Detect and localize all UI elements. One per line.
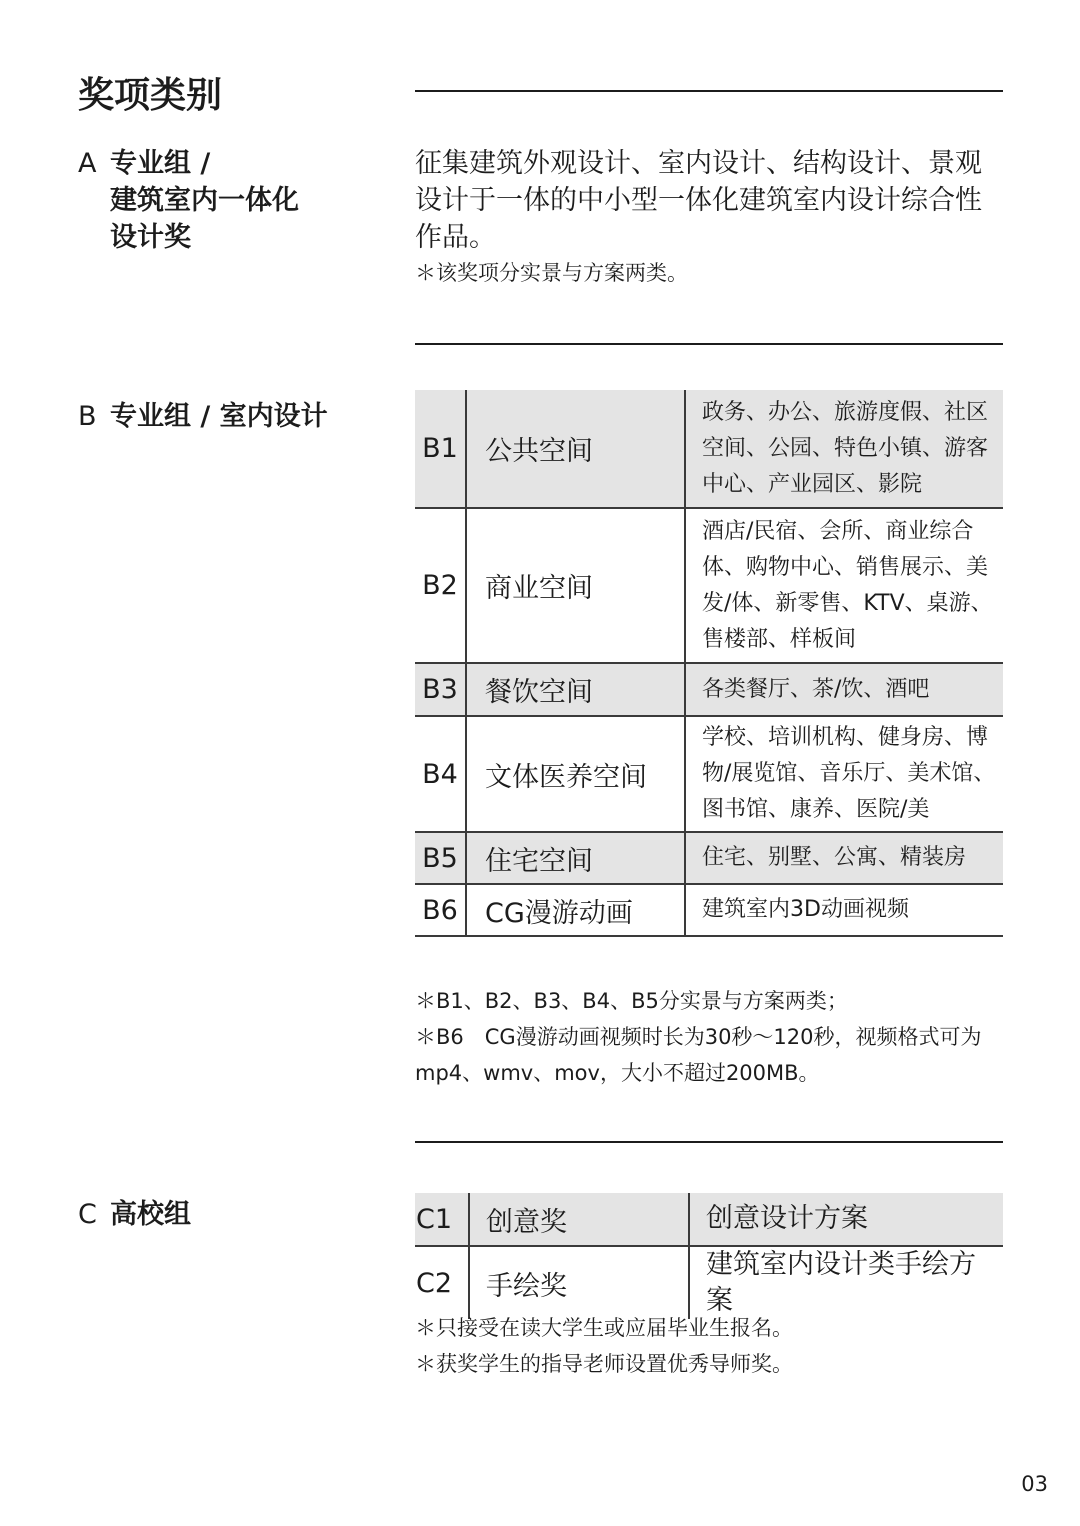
section-c-note-1: ＊只接受在读大学生或应届毕业生报名。 — [415, 1316, 793, 1340]
category-code: C1 — [415, 1193, 469, 1246]
category-scope: 酒店/民宿、会所、商业综合体、购物中心、销售展示、美发/体、新零售、KTV、桌游、售楼部、样板间 — [685, 508, 1003, 663]
category-code: B1 — [415, 390, 466, 508]
category-scope: 各类餐厅、茶/饮、酒吧 — [685, 663, 1003, 716]
section-a-description: 征集建筑外观设计、室内设计、结构设计、景观设计于一体的中小型一体化建筑室内设计综合性作品。 — [415, 148, 982, 253]
table-row — [415, 1246, 1003, 1319]
category-code: B6 — [415, 884, 466, 936]
interior-design-categories-table — [415, 390, 1003, 937]
category-scope: 创意设计方案 — [689, 1193, 1003, 1246]
section-a-label-line-1: 专业组 / — [110, 148, 211, 179]
category-code: C2 — [415, 1246, 469, 1319]
category-name: 住宅空间 — [466, 832, 685, 884]
section-b-note-2: ＊B6 CG漫游动画视频时长为30秒～120秒，视频格式可为mp4、wmv、mov，大小不超过200MB。 — [415, 1025, 982, 1085]
section-a-letter: A — [78, 148, 97, 179]
category-name: 商业空间 — [466, 508, 685, 663]
page-title: 奖项类别 — [78, 75, 223, 116]
section-c-label — [78, 1196, 191, 1233]
title-divider — [415, 90, 1003, 92]
university-categories-table — [415, 1193, 1003, 1319]
table-row — [415, 663, 1003, 716]
category-name: 手绘奖 — [469, 1246, 689, 1319]
category-scope: 建筑室内3D动画视频 — [685, 884, 1003, 936]
category-scope: 住宅、别墅、公寓、精装房 — [685, 832, 1003, 884]
section-a-divider — [415, 343, 1003, 345]
category-scope: 建筑室内设计类手绘方案 — [706, 1249, 976, 1316]
section-c-label-text: 高校组 — [110, 1199, 191, 1230]
category-scope: 学校、培训机构、健身房、博物/展览馆、音乐厅、美术馆、图书馆、康养、医院/美 — [685, 716, 1003, 832]
section-b-label — [78, 398, 328, 435]
table-row — [415, 884, 1003, 936]
section-b-label-text: 专业组 / 室内设计 — [110, 401, 328, 432]
section-c-note-2: ＊获奖学生的指导老师设置优秀导师奖。 — [415, 1352, 793, 1376]
section-a-label-line-3: 设计奖 — [110, 222, 191, 253]
table-row — [415, 390, 1003, 508]
category-name: 文体医养空间 — [466, 716, 685, 832]
section-a-label — [78, 145, 299, 256]
section-a-note: ＊该奖项分实景与方案两类。 — [415, 261, 688, 285]
category-name: CG漫游动画 — [466, 884, 685, 936]
category-code: B5 — [415, 832, 466, 884]
section-c-letter: C — [78, 1199, 97, 1230]
section-b-letter: B — [78, 401, 97, 432]
section-b-note-1: ＊B1、B2、B3、B4、B5分实景与方案两类； — [415, 989, 848, 1013]
category-code: B2 — [415, 508, 466, 663]
table-row — [415, 832, 1003, 884]
section-c-notes — [415, 1310, 793, 1382]
table-row — [415, 1193, 1003, 1246]
category-scope: 政务、办公、旅游度假、社区空间、公园、特色小镇、游客中心、产业园区、影院 — [685, 390, 1003, 508]
category-code: B3 — [415, 663, 466, 716]
section-b-notes — [415, 983, 1007, 1091]
table-row — [415, 508, 1003, 663]
category-name: 创意奖 — [469, 1193, 689, 1246]
page-number: 03 — [1021, 1472, 1048, 1496]
category-name: 公共空间 — [466, 390, 685, 508]
section-a-label-line-2: 建筑室内一体化 — [110, 185, 299, 216]
section-b-divider — [415, 1141, 1003, 1143]
category-name: 餐饮空间 — [466, 663, 685, 716]
table-row — [415, 716, 1003, 832]
category-code: B4 — [415, 716, 466, 832]
